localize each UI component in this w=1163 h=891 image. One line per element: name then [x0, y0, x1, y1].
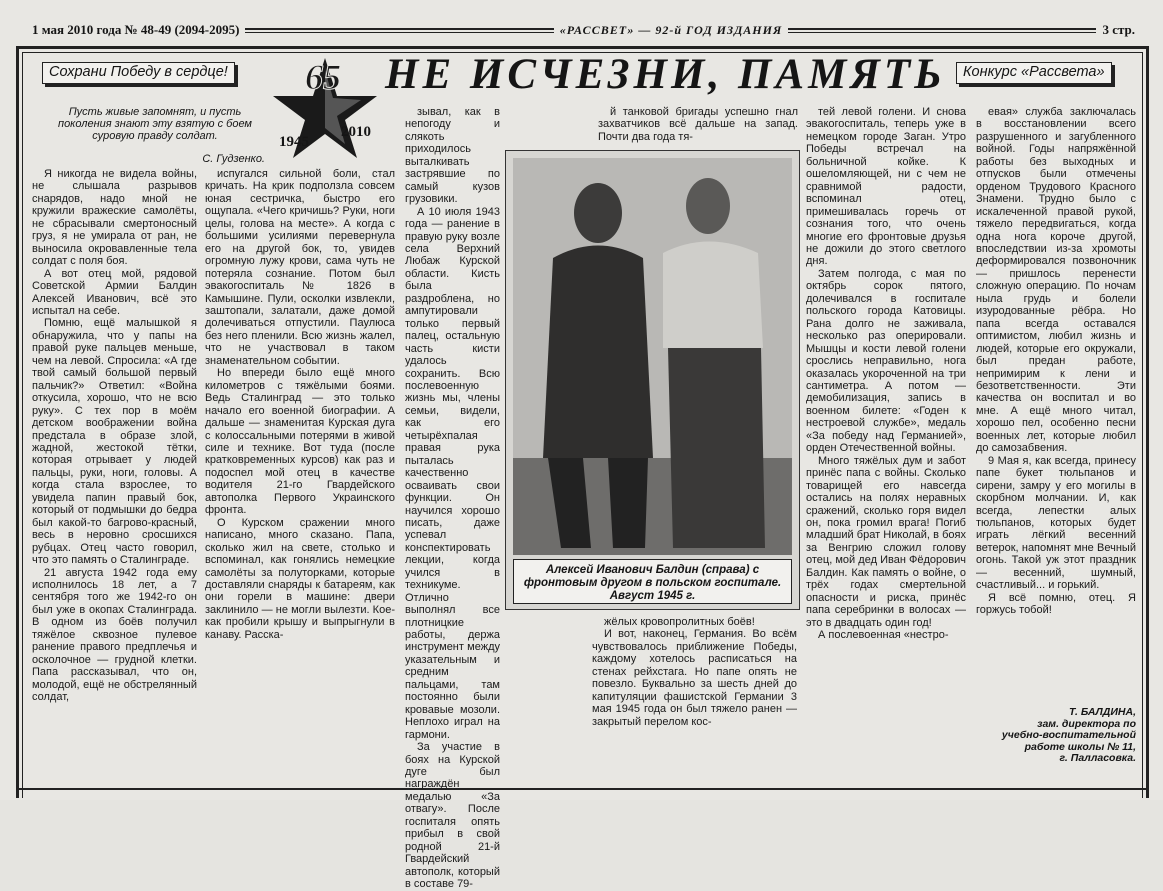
text-column-6	[976, 106, 1136, 702]
rubric-right: Конкурс «Рассвета»	[956, 62, 1112, 84]
paragraph: тей левой голени. И снова эвакогоспиталь, теперь уже в немецком городе Заган. Утро Победы встречал на больничной койке. К ошеломляющей, ни с чем не сравнимой радости, вспоминал отец, примешивалась горечь от сознания того, что очень многие его фронтовые друзья не дожили до этого светлого дня.	[806, 106, 966, 268]
paragraph: Но впереди было ещё много километров с тяжёлыми боями. Ведь Сталинград — это только начало его военной биографии. А дальше — знаменитая Курская дуга с колоссальными потерями в живой силе и технике. Вот туда (после кратковременных курсов) как раз и подоспел мой отец в качестве водителя 21-го Гвардейского автополка Первого Украинского фронта.	[205, 367, 395, 517]
author-town: г. Палласовка.	[1059, 752, 1136, 764]
paragraph: За участие в боях на Курской дуге был награждён медалью «За отвагу». После госпиталя опять прибыл в свой родной 21-й Гвардейский автополк, который в составе 79-	[405, 741, 500, 891]
paragraph: Много тяжёлых дум и забот принёс папа с войны. Сколько товарищей его навсегда остались на полях неравных сражений, сколько горя видел он, пока громил врага! Погиб младший брат Николай, в боях за Венгрию сложил голову отец, мой дед Иван Фёдорович Балдин. Как память о войне, о трёх годах смертельной опасности и риска, принёс папа серебринки в волосах — это в двадцать один год!	[806, 454, 966, 629]
paragraph: А 10 июля 1943 года — ранение в правую руку возле села Верхний Любаж Курской области. Кисть была раздроблена, но ампутировали только первый палец, остальную часть кисти удалось сохранить. Всю послевоенную жизнь мы, члены семьи, видели, как его четырёхпалая правая рука пыталась качественно осваивать свои функции. Он научился хорошо писать, даже успевал конспектировать лекции, когда учился в техникуме. Отлично выполнял все плотницкие работы, держа инструмент между указательным и средним пальцами, там постоянно были кровавые мозоли. Неплохо играл на гармони.	[405, 205, 500, 741]
photo-image	[513, 158, 792, 555]
bottom-rule	[16, 788, 1149, 794]
text-column-1	[32, 168, 197, 780]
text-column-5	[806, 106, 966, 786]
epigraph-author: С. Гудзенко.	[202, 153, 265, 165]
emblem-number: 65	[305, 57, 341, 97]
page-number: 3 стр.	[1102, 22, 1136, 37]
paragraph: зывал, как в непогоду и слякоть приходилось выталкивать застрявшие по самый кузов грузовики.	[405, 106, 500, 206]
author-position: зам. директора по	[1037, 717, 1136, 730]
issue-date: 1 мая 2010 года № 48-49 (2094-2095)	[32, 22, 240, 37]
author-position: работе школы № 11,	[1024, 740, 1136, 753]
paragraph: 9 Мая я, как всегда, принесу папе букет тюльпанов и сирени, замру у его могилы в скорбном молчании. И, как всегда, лепестки алых тюльпанов, которых будет играть лёгкий весенний ветерок, напомнят мне Вечный огонь. Такой уж этот праздник — весенний, шумный, счастливый... и горький.	[976, 454, 1136, 592]
paragraph: 21 августа 1942 года ему исполнилось 18 лет, а 7 сентября того же 1942-го он был уже в окопах Сталинграда. В одном из боёв получил тяжёлое сквозное пулевое ранение правого предплечья и осколочное — грудной клетки. Папа рассказывал, что он, молодой, ещё не обстрелянный солдат,	[32, 566, 197, 704]
article-headline: НЕ ИСЧЕЗНИ, ПАМЯТЬ	[385, 51, 946, 98]
paragraph: А послевоенная «нестро-	[818, 629, 949, 642]
paragraph: й танковой бригады успешно гнал захватчиков всё дальше на запад. Почти два года тя-	[598, 106, 798, 143]
text-column-4-bottom	[592, 616, 797, 784]
paragraph: А вот отец мой, рядовой Советской Армии Балдин Алексей Иванович, всё это испытал на себе.	[32, 267, 197, 317]
emblem-year-from: 1945	[279, 134, 309, 150]
war-photo	[505, 150, 800, 610]
emblem-year-to: 2010	[341, 124, 371, 140]
paragraph: И вот, наконец, Германия. Во всём чувствовалось приближение Победы, каждому хотелось расписаться на стенах рейхстага. Но папе опять не повезло. Буквально за шесть дней до капитуляции фашистской Германии 3 мая 1945 года он был тяжело ранен — закрытый перелом кос-	[592, 628, 797, 728]
paragraph: испугался сильной боли, стал кричать. На крик подползла совсем юная сестричка, быстро его ощупала. «Чего кричишь? Руки, ноги целы, голова на месте». А когда с большими усилиями перевернула его на другой бок, то, увидев огромную лужу крови, сама чуть не потеряла сознание. Потом был эвакогоспиталь № 1826 в Камышине. Пули, осколки извлекли, заштопали, залатали, даже домой долечиваться отпустили. Паулюса без него пленили. Всю жизнь жалел, что не участвовал в таком знаменательном событии.	[205, 168, 395, 367]
rubric-left: Сохрани Победу в сердце!	[42, 62, 235, 84]
author-signature	[960, 707, 1136, 765]
victory-65-emblem	[265, 52, 383, 164]
page-header	[32, 22, 1135, 38]
paragraph: жёлых кровопролитных боёв!	[604, 616, 755, 628]
header-rule	[245, 28, 553, 33]
header-rule	[788, 28, 1096, 33]
paragraph: Я никогда не видела войны, не слышала разрывов снарядов, надо мной не кружили вражеские самолёты, не сбрасывали смертоносный груз, я не умирала от ран, не выносила окровавленные тела солдат с поля боя.	[32, 168, 197, 268]
epigraph: Пусть живые запомнят, и пусть поколения знают эту взятую с боем суровую правду солдат.	[58, 106, 252, 142]
paragraph: Затем полгода, с мая по октябрь сорок пятого, долечивался в госпитале польского города Катовицы. Рана долго не заживала, несколько раз оперировали. Мышцы и кости левой голени срослись неправильно, нога оказалась укороченной на три сантиметра. А потом — демобилизация, запись в военном билете: «Годен к нестроевой службе», медаль «За победу над Германией», орден Отечественной войны.	[806, 267, 966, 455]
text-column-2	[205, 168, 395, 780]
photo-caption: Алексей Иванович Балдин (справа) с фронтовым другом в польском госпитале. Август 1945 г.	[513, 559, 792, 604]
paragraph: Я всё помню, отец. Я горжусь тобой!	[976, 591, 1136, 617]
author-position: учебно-воспитательной	[1001, 729, 1136, 741]
paragraph: О Курском сражении много написано, много сказано. Папа, сколько жил на свете, столько и вспоминал, как гонялись немецкие самолёты за полуторками, которые доставляли снаряды к батареям, как они горели в машине: двери заклинило — не могли вылезти. Кое-как пробили крышу и выпрыгнули в канаву. Расска-	[205, 516, 395, 641]
paragraph: Помню, ещё малышкой я обнаружила, что у папы на правой руке пальцев меньше, чем на левой. Спросила: «А где твой самый большой первый пальчик?» Ответил: «Война откусила, хорошо, что не всю руку». С тех пор в моём детском воображении война предстала в образе злой, жадной, жестокой тётки, которая отрывает у людей пальцы, руки, ноги, головы. А когда стала взрослее, то увидела папин правый бок, который от подмышки до бедра был какой-то багрово-красный, весь в неровно сросшихся рубцах. Отец часто говорил, что это память о Сталинграде.	[32, 317, 197, 567]
paragraph: евая» служба заключалась в восстановлении всего разрушенного и загубленного войной. Годы напряжённой работы без выходных и отпусков были отмечены орденом Трудового Красного Знамени. Трудно было с искалеченной правой рукой, тяжело передвигаться, когда одна нога короче другой, впоследствии из-за хромоты деформировался позвоночник — пришлось перенести сложную операцию. По ночам ныла грудь и болели изуродованные рёбра. Но папа всегда оставался оптимистом, любил жизнь и людей, которые его окружали, был предан работе, непримирим к лени и безответственности. Эти качества он воспитал и во мне. А ещё много читал, хорошо пел, особенно песни военных лет, которые любил до самозабвения.	[976, 106, 1136, 455]
author-name: Т. БАЛДИНА,	[1068, 706, 1136, 718]
newspaper-name: «РАССВЕТ» — 92-й ГОД ИЗДАНИЯ	[559, 22, 783, 37]
text-column-3	[405, 106, 500, 891]
text-column-4-top	[598, 106, 798, 146]
